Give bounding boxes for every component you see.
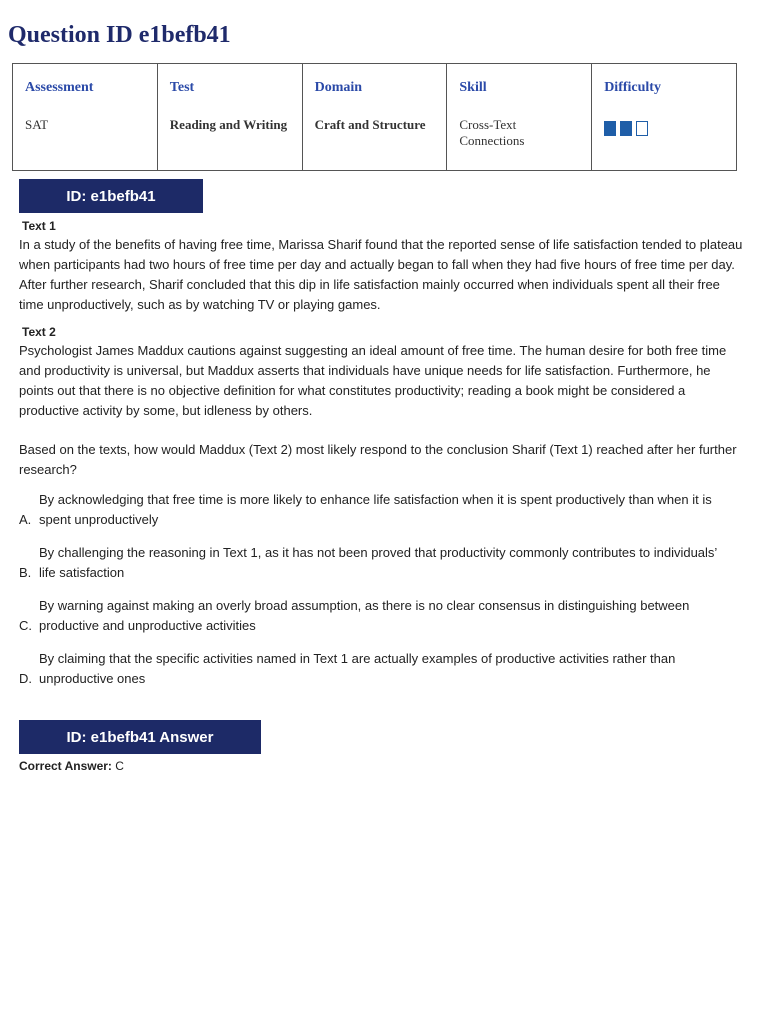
difficulty-cell xyxy=(592,64,737,171)
difficulty-header: Difficulty xyxy=(604,80,661,95)
text-2-section xyxy=(19,323,746,421)
text-1-label: Text 1 xyxy=(22,219,56,233)
test-header: Test xyxy=(169,80,195,95)
question-metadata-table xyxy=(12,63,737,171)
choice-a-text xyxy=(39,490,746,530)
text-1-section xyxy=(19,217,746,315)
choice-b-letter: B. xyxy=(19,565,32,580)
difficulty-bar-1 xyxy=(604,121,616,136)
test-cell xyxy=(157,64,302,171)
choice-b-line-2: life satisfaction xyxy=(39,565,125,580)
choice-a-line-1: By acknowledging that free time is more likely to enhance life satisfaction when it is spent productively than when it is xyxy=(39,492,712,507)
assessment-cell xyxy=(13,64,158,171)
question-id-banner: ID: e1befb41 xyxy=(19,179,203,213)
choice-b-text xyxy=(39,543,746,583)
test-value: Reading and Writing xyxy=(169,117,288,132)
page-title: Question ID e1befb41 xyxy=(8,22,231,48)
choice-b[interactable] xyxy=(19,543,746,583)
skill-value: Cross-Text Connections xyxy=(459,117,525,148)
skill-cell xyxy=(447,64,592,171)
text-2-passage: Psychologist James Maddux cautions against suggesting an ideal amount of free time. The human desire for both free time and productivity is universal, but Maddux asserts that individuals have unique needs for life satisfaction. Furthermore, he points out that there is no objective definition for what constitutes productivity; reading a book might be considered a productive activity by some, but idleness by others. xyxy=(19,343,727,418)
choice-d-text xyxy=(39,649,746,689)
choice-a[interactable] xyxy=(19,490,746,530)
choice-c-letter: C. xyxy=(19,618,32,633)
choice-a-letter: A. xyxy=(19,512,32,527)
choice-d-line-2: unproductive ones xyxy=(39,671,146,686)
question-stem xyxy=(19,440,746,480)
answer-choices xyxy=(19,490,746,702)
answer-id-banner: ID: e1befb41 Answer xyxy=(19,720,261,754)
choice-c[interactable] xyxy=(19,596,746,636)
choice-d-line-1: By claiming that the specific activities named in Text 1 are actually examples of productive activities rather than xyxy=(39,651,676,666)
domain-cell xyxy=(302,64,447,171)
assessment-header: Assessment xyxy=(25,80,94,95)
domain-value: Craft and Structure xyxy=(314,117,426,132)
choice-c-line-1: By warning against making an overly broad assumption, as there is no clear consensus in distinguishing between xyxy=(39,598,690,613)
choice-d-letter: D. xyxy=(19,671,32,686)
choice-a-line-2: spent unproductively xyxy=(39,512,159,527)
correct-answer-line xyxy=(19,758,124,774)
choice-d[interactable] xyxy=(19,649,746,689)
assessment-value: SAT xyxy=(25,117,49,132)
text-2-label: Text 2 xyxy=(22,325,56,339)
difficulty-bar-3 xyxy=(636,121,648,136)
choice-c-text xyxy=(39,596,746,636)
choice-c-line-2: productive and unproductive activities xyxy=(39,618,256,633)
text-1-passage: In a study of the benefits of having free time, Marissa Sharif found that the reported sense of life satisfaction tended to plateau when participants had two hours of free time per day and actually began to fall when they had five hours of free time per day. After further research, Sharif concluded that this dip in life satisfaction mainly occurred when individuals spent all their free time unproductively, such as by watching TV or playing games. xyxy=(19,237,743,312)
difficulty-bar-2 xyxy=(620,121,632,136)
skill-header: Skill xyxy=(459,80,487,95)
difficulty-indicator xyxy=(604,121,724,136)
choice-b-line-1: By challenging the reasoning in Text 1, as it has not been proved that productivity commonly contributes to individuals’ xyxy=(39,545,718,560)
correct-answer-value: C xyxy=(115,759,124,773)
correct-answer-label: Correct Answer: xyxy=(19,759,112,773)
question-text: Based on the texts, how would Maddux (Text 2) most likely respond to the conclusion Sharif (Text 1) reached after her further research? xyxy=(19,442,737,477)
domain-header: Domain xyxy=(314,80,363,95)
